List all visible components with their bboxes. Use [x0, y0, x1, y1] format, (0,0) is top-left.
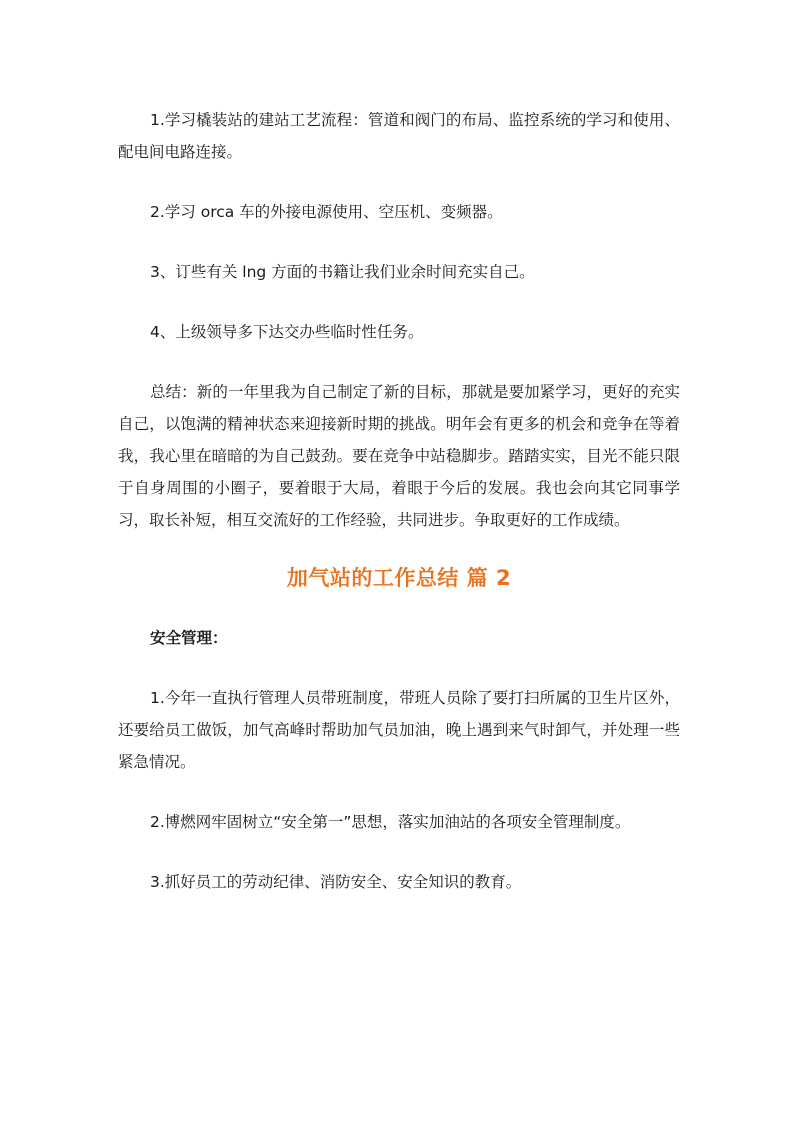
section-item-3: 3.抓好员工的劳动纪律、消防安全、安全知识的教育。 [150, 873, 522, 891]
paragraph-item-1: 1.学习橇装站的建站工艺流程：管道和阀门的布局、监控系统的学习和使用、配电间电路连接。 [118, 111, 680, 161]
paragraph-item-2: 2.学习 orca 车的外接电源使用、空压机、变频器。 [150, 203, 503, 221]
section-item-1: 1.今年一直执行管理人员带班制度，带班人员除了要打扫所属的卫生片区外，还要给员工做饭，加气高峰时帮助加气员加油，晚上遇到来气时卸气，并处理一些紧急情况。 [118, 689, 680, 771]
section-item-2: 2.博燃网牢固树立“安全第一”思想，落实加油站的各项安全管理制度。 [150, 813, 631, 831]
section-title: 加气站的工作总结 篇 2 [286, 566, 512, 590]
section-subheading: 安全管理： [150, 629, 228, 647]
paragraph-item-4: 4、上级领导多下达交办些临时性任务。 [150, 323, 424, 341]
paragraph-item-3: 3、订些有关 lng 方面的书籍让我们业余时间充实自己。 [150, 263, 535, 281]
document-body [118, 104, 680, 926]
paragraph-summary: 总结：新的一年里我为自己制定了新的目标，那就是要加紧学习，更好的充实自己，以饱满的精神状态来迎接新时期的挑战。明年会有更多的机会和竞争在等着我，我心里在暗暗的为自己鼓劲。要在竞争中站稳脚步。踏踏实实，目光不能只限于自身周围的小圈子，要着眼于大局，着眼于今后的发展。我也会向其它同事学习，取长补短，相互交流好的工作经验，共同进步。争取更好的工作成绩。 [118, 383, 680, 529]
